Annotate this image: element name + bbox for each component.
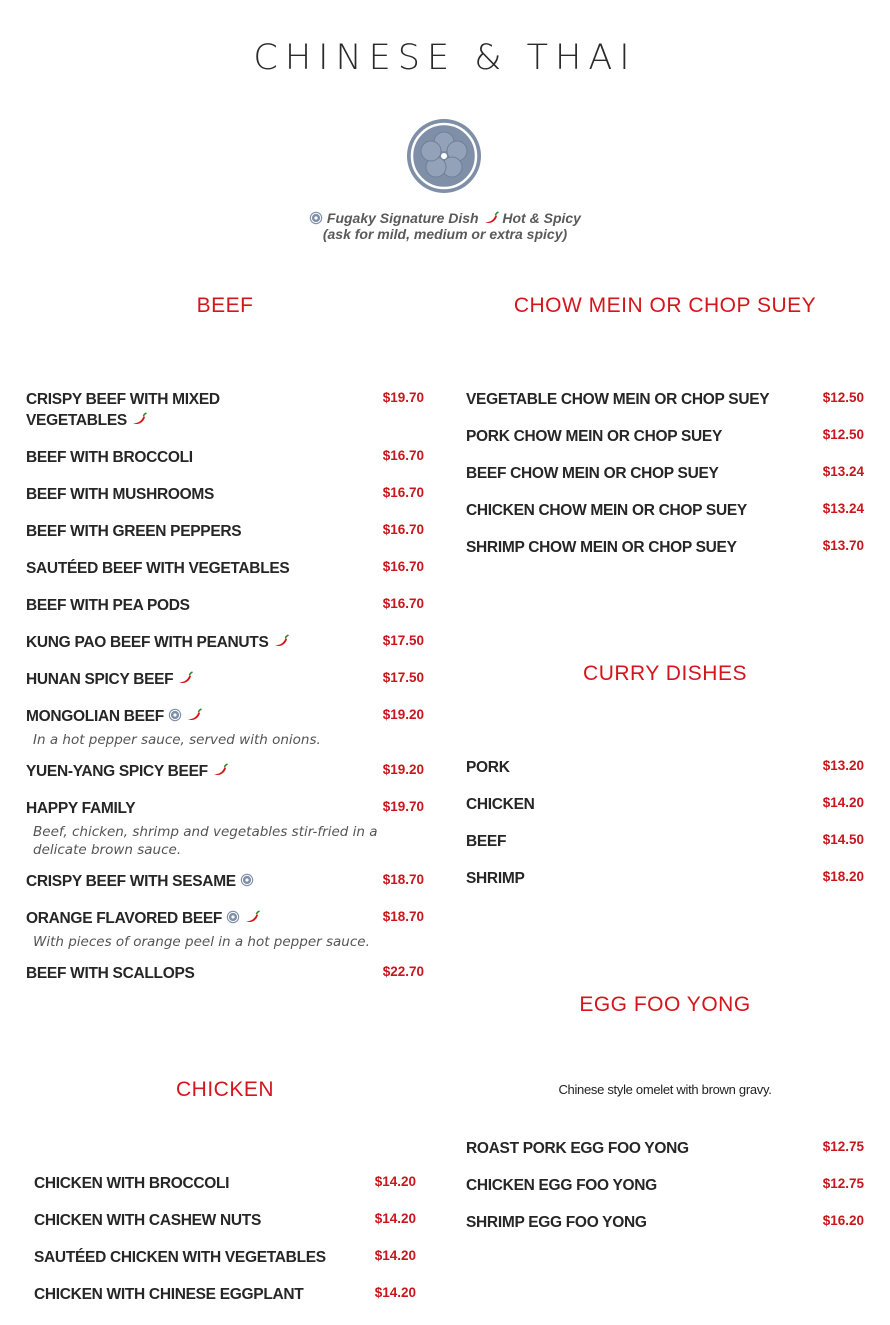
menu-item-name: CHICKEN CHOW MEIN OR CHOP SUEY (466, 502, 747, 519)
chili-pepper-icon (483, 211, 499, 225)
egg-foo-yong-note: Chinese style omelet with brown gravy. (558, 1082, 772, 1097)
menu-item (466, 1175, 864, 1197)
menu-item-price: $14.20 (374, 1174, 416, 1189)
menu-item-name: SHRIMP (466, 870, 525, 887)
menu-item-price: $19.20 (382, 707, 424, 722)
menu-item-name: SAUTÉED CHICKEN WITH VEGETABLES (34, 1249, 326, 1266)
menu-item-name (26, 871, 254, 892)
menu-item (466, 794, 864, 816)
menu-item-price: $16.70 (382, 596, 424, 611)
menu-item (26, 558, 424, 580)
menu-item-name (26, 389, 286, 431)
section-title-beef: BEEF (196, 294, 254, 317)
menu-item-price: $19.70 (382, 390, 424, 405)
menu-item-price: $14.20 (822, 795, 864, 810)
section-title-egg-foo-yong: EGG FOO YONG (579, 993, 751, 1016)
menu-item-name: BEEF WITH MUSHROOMS (26, 486, 215, 503)
menu-item-name-text: YUEN-YANG SPICY BEEF (26, 763, 208, 780)
menu-item (466, 831, 864, 853)
menu-item-name: CHICKEN WITH CASHEW NUTS (34, 1212, 262, 1229)
menu-item-name: PORK CHOW MEIN OR CHOP SUEY (466, 428, 722, 445)
menu-item-name (26, 761, 228, 782)
menu-item (466, 1212, 864, 1234)
menu-item (26, 389, 424, 431)
menu-item (26, 484, 424, 506)
menu-item-name: ROAST PORK EGG FOO YONG (466, 1140, 689, 1157)
menu-item (26, 871, 424, 893)
menu-item (26, 669, 424, 691)
chili-pepper-icon (244, 910, 260, 924)
chili-pepper-icon (131, 412, 147, 426)
menu-item (26, 908, 424, 930)
legend-signature-label: Fugaky Signature Dish (326, 210, 479, 226)
menu-item-price: $12.75 (822, 1176, 864, 1191)
chili-pepper-icon (186, 708, 202, 722)
menu-item-name: CHICKEN EGG FOO YONG (466, 1177, 657, 1194)
menu-item (34, 1247, 416, 1269)
menu-item-price: $16.70 (382, 485, 424, 500)
menu-item-name: SHRIMP CHOW MEIN OR CHOP SUEY (466, 539, 737, 556)
menu-item-price: $13.20 (822, 758, 864, 773)
menu-item (26, 595, 424, 617)
menu-item-description: Beef, chicken, shrimp and vegetables stir-fried in a delicate brown sauce. (33, 824, 378, 858)
legend-spicy-note: (ask for mild, medium or extra spicy) (322, 226, 568, 242)
menu-item-name-text: HUNAN SPICY BEEF (26, 671, 174, 688)
signature-icon (240, 873, 254, 887)
menu-item-price: $14.20 (374, 1211, 416, 1226)
menu-item-name: SAUTÉED BEEF WITH VEGETABLES (26, 560, 290, 577)
signature-icon (309, 211, 323, 225)
menu-item-name-text: ORANGE FLAVORED BEEF (26, 910, 223, 927)
menu-item-price: $19.20 (382, 762, 424, 777)
menu-item-description: With pieces of orange peel in a hot pepper sauce. (33, 934, 370, 950)
menu-item (26, 706, 424, 728)
menu-item (26, 761, 424, 783)
fugaky-crest-logo (406, 118, 482, 194)
menu-item (466, 537, 864, 559)
menu-item (26, 963, 424, 985)
menu-item-price: $16.70 (382, 559, 424, 574)
menu-item (466, 757, 864, 779)
menu-item-name: CHICKEN WITH BROCCOLI (34, 1175, 230, 1192)
menu-item-name-text: KUNG PAO BEEF WITH PEANUTS (26, 634, 269, 651)
menu-item-name-text: MONGOLIAN BEEF (26, 708, 164, 725)
menu-item-price: $16.70 (382, 448, 424, 463)
menu-item-name-text: CRISPY BEEF WITH MIXED VEGETABLES (26, 391, 220, 429)
menu-item-price: $16.20 (822, 1213, 864, 1228)
menu-item (26, 447, 424, 469)
menu-item-name: BEEF (466, 833, 507, 850)
menu-item-price: $13.70 (822, 538, 864, 553)
menu-item-price: $14.20 (374, 1248, 416, 1263)
menu-item-price: $17.50 (382, 670, 424, 685)
menu-item-price: $14.20 (374, 1285, 416, 1300)
menu-item-name (26, 632, 289, 653)
chili-pepper-icon (177, 671, 193, 685)
signature-icon (226, 910, 240, 924)
menu-item (466, 426, 864, 448)
menu-item-name: BEEF CHOW MEIN OR CHOP SUEY (466, 465, 719, 482)
section-title-chicken: CHICKEN (175, 1078, 274, 1101)
menu-item (34, 1284, 416, 1306)
menu-item-name (26, 908, 260, 929)
menu-item-name: SHRIMP EGG FOO YONG (466, 1214, 647, 1231)
legend (0, 210, 890, 242)
menu-item-name: CHICKEN WITH CHINESE EGGPLANT (34, 1286, 304, 1303)
menu-item (466, 389, 864, 411)
menu-item (34, 1210, 416, 1232)
menu-item-name: BEEF WITH GREEN PEPPERS (26, 523, 242, 540)
menu-item-price: $22.70 (382, 964, 424, 979)
signature-icon (168, 708, 182, 722)
menu-item-price: $12.75 (822, 1139, 864, 1154)
menu-item-price: $16.70 (382, 522, 424, 537)
section-title-curry: CURRY DISHES (583, 662, 747, 685)
menu-item-name (26, 669, 193, 690)
chili-pepper-icon (273, 634, 289, 648)
menu-item-name: CHICKEN (466, 796, 535, 813)
menu-item-name-text: CRISPY BEEF WITH SESAME (26, 873, 236, 890)
menu-item-price: $12.50 (822, 427, 864, 442)
menu-item-name: VEGETABLE CHOW MEIN OR CHOP SUEY (466, 391, 770, 408)
menu-item (466, 868, 864, 890)
menu-item-description: In a hot pepper sauce, served with onions. (33, 732, 321, 748)
menu-item (34, 1173, 416, 1195)
menu-item-name: BEEF WITH SCALLOPS (26, 965, 195, 982)
page-title: CHINESE & THAI (253, 38, 637, 78)
menu-item (466, 1138, 864, 1160)
menu-item-name: BEEF WITH BROCCOLI (26, 449, 193, 466)
menu-item (26, 798, 424, 820)
legend-spicy-label: Hot & Spicy (502, 210, 581, 226)
menu-item (26, 521, 424, 543)
menu-item-price: $19.70 (382, 799, 424, 814)
menu-item-name (26, 706, 202, 727)
menu-item-price: $13.24 (822, 464, 864, 479)
menu-item (26, 632, 424, 654)
menu-item-name: PORK (466, 759, 510, 776)
menu-item-price: $18.20 (822, 869, 864, 884)
menu-item-price: $18.70 (382, 909, 424, 924)
menu-item-price: $17.50 (382, 633, 424, 648)
menu-item-price: $18.70 (382, 872, 424, 887)
menu-item-price: $13.24 (822, 501, 864, 516)
menu-item-price: $14.50 (822, 832, 864, 847)
chili-pepper-icon (212, 763, 228, 777)
menu-item-price: $12.50 (822, 390, 864, 405)
menu-item-name: BEEF WITH PEA PODS (26, 597, 190, 614)
menu-item-name: HAPPY FAMILY (26, 800, 136, 817)
menu-item (466, 463, 864, 485)
menu-item (466, 500, 864, 522)
section-title-chow-mein: CHOW MEIN OR CHOP SUEY (513, 294, 817, 317)
